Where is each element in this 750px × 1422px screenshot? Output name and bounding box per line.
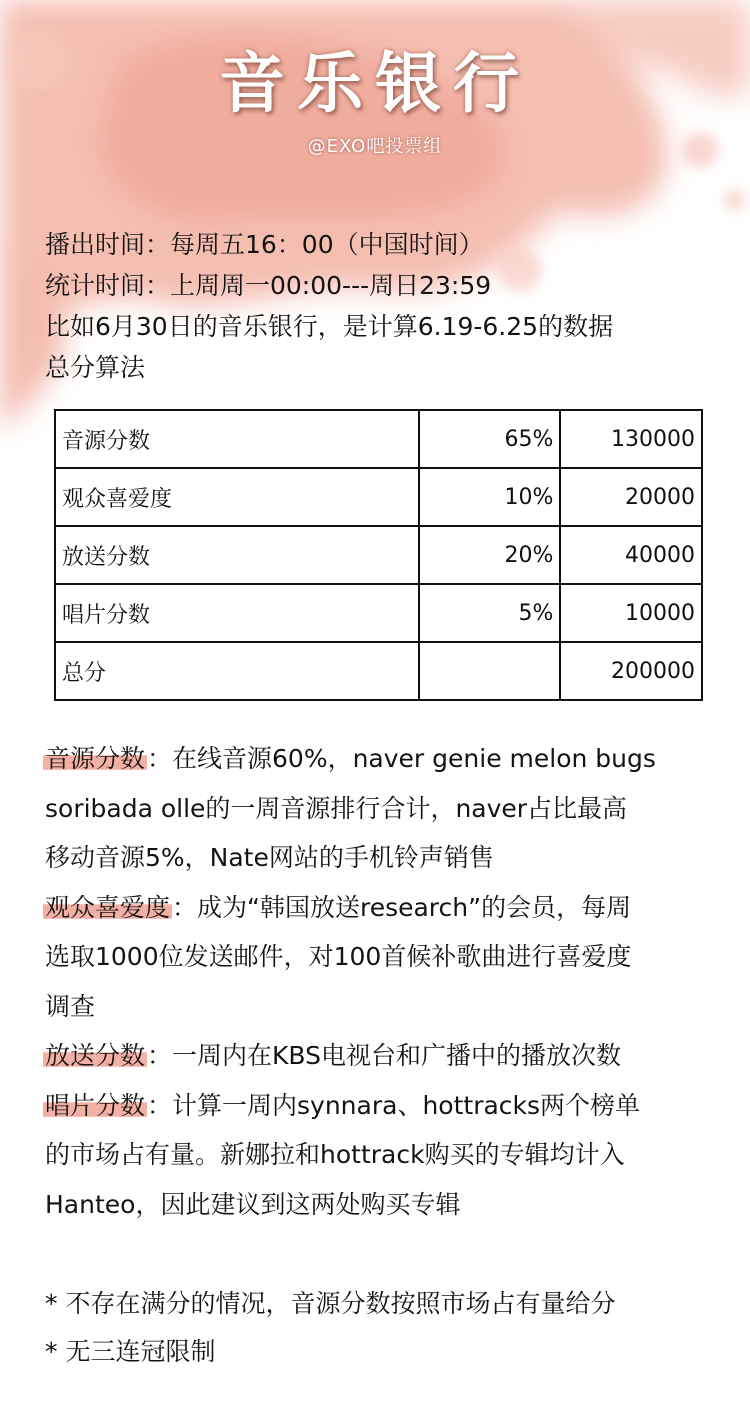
preference-line-1 — [45, 883, 725, 933]
digital-label: 音源分数 — [45, 744, 146, 773]
category-cell: 总分 — [55, 642, 419, 700]
percent-cell: 10% — [419, 468, 560, 526]
album-text-2: 的市场占有量。新娜拉和hottrack购买的专辑均计入 — [45, 1140, 625, 1169]
percent-cell — [419, 642, 560, 700]
broadcast-line-1 — [45, 1031, 725, 1081]
album-text-1: ：计算一周内synnara、hottracks两个榜单 — [147, 1090, 641, 1120]
digital-text-2: soribada olle的一周音源排行合计，naver占比最高 — [45, 793, 628, 823]
broadcast-text-1: ：一周内在KBS电视台和广播中的播放次数 — [147, 1041, 621, 1070]
preference-label: 观众喜爱度 — [45, 892, 171, 922]
total-method-heading: 总分算法 — [45, 353, 146, 382]
score-cell: 10000 — [560, 584, 702, 642]
footnote-1: * 不存在满分的情况，音源分数按照市场占有量给分 — [45, 1289, 616, 1318]
footnote-2: * 无三连冠限制 — [45, 1337, 216, 1366]
statistics-time: 统计时间：上周周一00:00---周日23:59 — [45, 271, 492, 300]
category-cell: 放送分数 — [55, 526, 419, 584]
schedule-info — [45, 224, 613, 388]
category-cell: 音源分数 — [55, 410, 419, 468]
digital-text-1: ：在线音源60%，naver genie melon bugs — [147, 744, 656, 773]
table-row-total — [55, 642, 702, 700]
table-row — [55, 584, 702, 642]
category-cell: 观众喜爱度 — [55, 468, 419, 526]
score-cell: 200000 — [560, 642, 702, 700]
score-descriptions — [45, 734, 725, 1229]
table-row — [55, 410, 702, 468]
score-cell: 40000 — [560, 526, 702, 584]
percent-cell: 5% — [419, 584, 560, 642]
preference-text-3: 调查 — [45, 991, 96, 1021]
table-row — [55, 468, 702, 526]
score-table — [54, 409, 703, 701]
percent-cell: 65% — [419, 410, 560, 468]
album-text-3: Hanteo，因此建议到这两处购买专辑 — [45, 1189, 461, 1219]
page-subtitle: @EXO吧投票组 — [307, 136, 443, 157]
score-cell: 20000 — [560, 468, 702, 526]
digital-line-1 — [45, 734, 725, 784]
digital-text-3: 移动音源5%，Nate网站的手机铃声销售 — [45, 843, 494, 872]
broadcast-label: 放送分数 — [45, 1041, 146, 1070]
percent-cell: 20% — [419, 526, 560, 584]
score-cell: 130000 — [560, 410, 702, 468]
preference-text-2: 选取1000位发送邮件，对100首候补歌曲进行喜爱度 — [45, 942, 632, 971]
footnotes — [45, 1280, 615, 1376]
broadcast-time: 播出时间：每周五16：00（中国时间） — [45, 230, 484, 259]
category-cell: 唱片分数 — [55, 584, 419, 642]
header — [0, 40, 750, 158]
preference-text-1: ：成为“韩国放送research”的会员，每周 — [172, 892, 632, 922]
album-line-1 — [45, 1081, 725, 1131]
table-row — [55, 526, 702, 584]
album-label: 唱片分数 — [45, 1090, 146, 1120]
page-title: 音乐银行 — [219, 44, 531, 122]
example-text: 比如6月30日的音乐银行，是计算6.19-6.25的数据 — [45, 312, 614, 341]
